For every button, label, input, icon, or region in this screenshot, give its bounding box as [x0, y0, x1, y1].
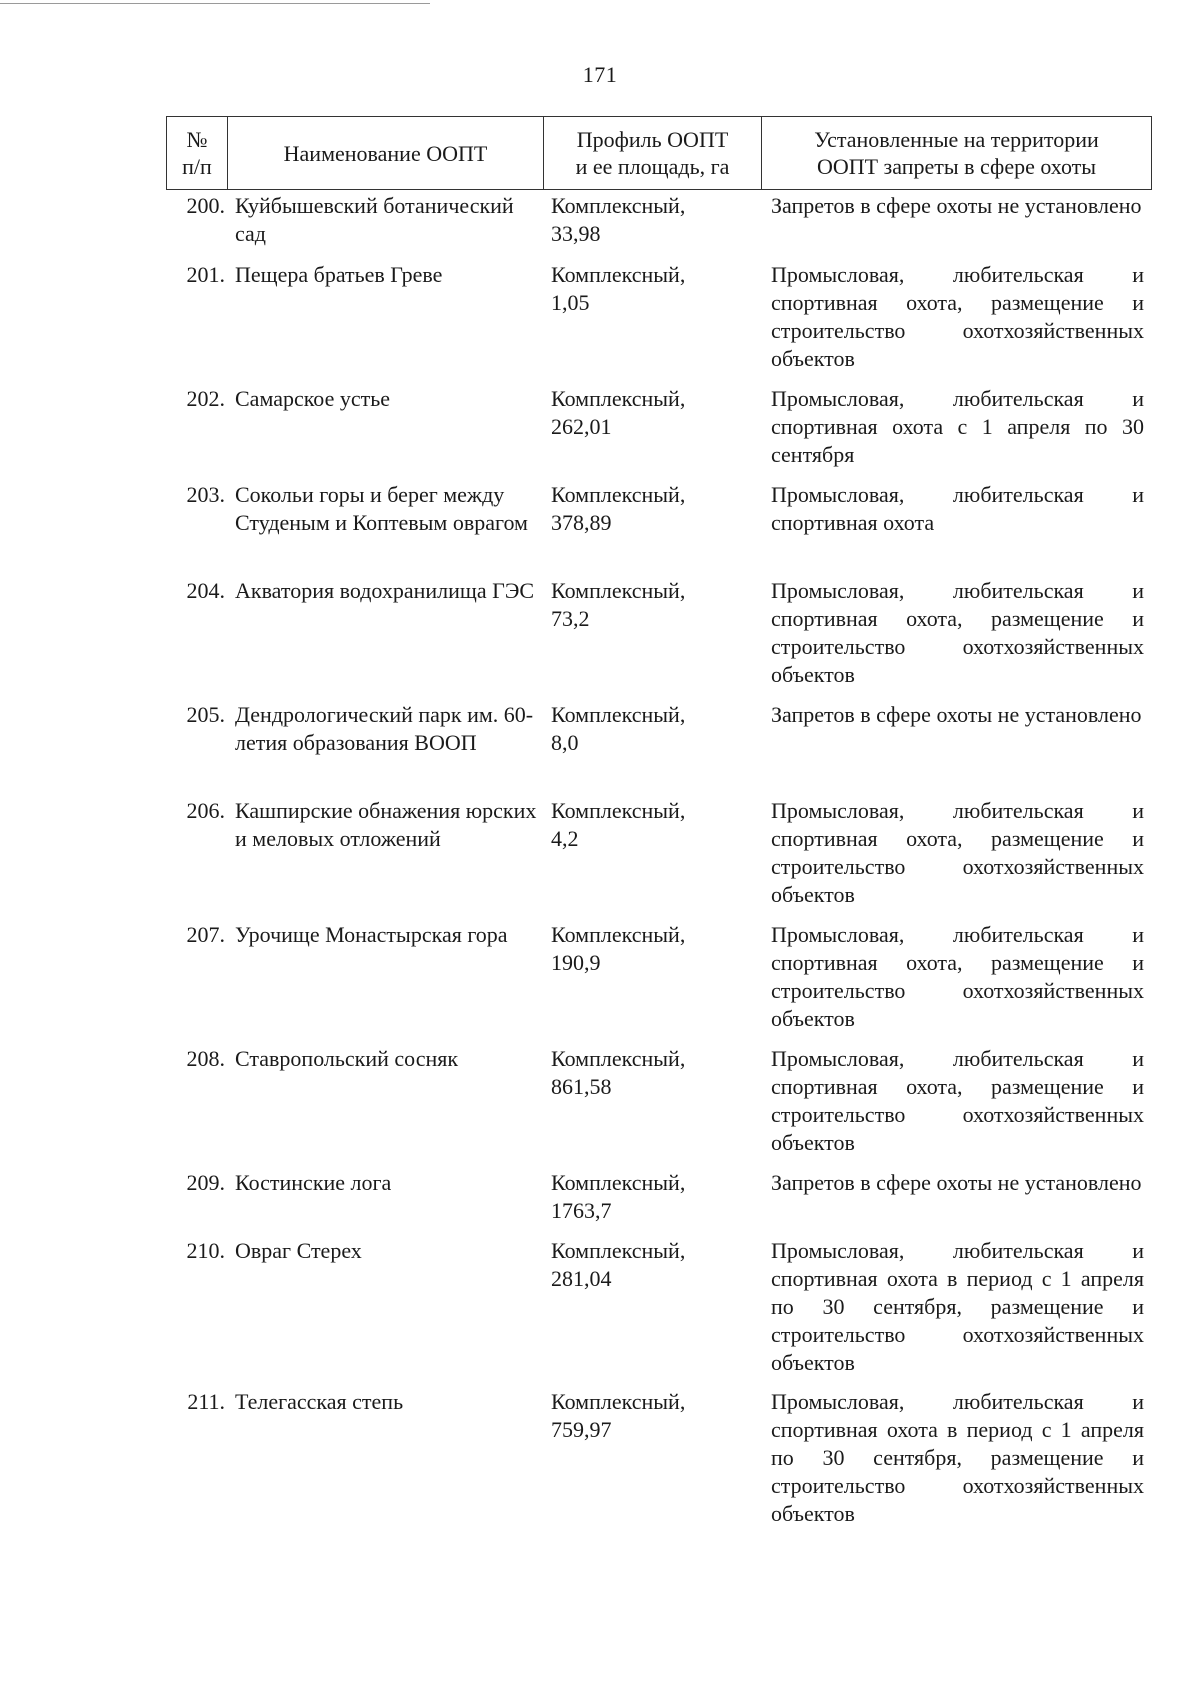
table-row — [166, 797, 1152, 921]
row-number: 201. — [186, 262, 225, 287]
table-row — [166, 192, 1152, 261]
row-bans: Промысловая, любительская и спортивная охота, размещение и строительство охотхозяйственных объектов — [771, 1046, 1144, 1155]
header-bans: Установленные на территории ООПТ запреты в сфере охоты — [761, 117, 1152, 189]
row-profile: Комплексный, 378,89 — [551, 482, 686, 535]
row-bans: Запретов в сфере охоты не установлено — [771, 702, 1142, 727]
top-scan-rule — [0, 3, 430, 4]
row-bans: Промысловая, любительская и спортивная охота в период с 1 апреля по 30 сентября, размещение и строительство охотхозяйственных объектов — [771, 1238, 1144, 1375]
row-bans: Промысловая, любительская и спортивная охота, размещение и строительство охотхозяйственных объектов — [771, 578, 1144, 687]
row-name: Ставропольский сосняк — [235, 1046, 459, 1071]
row-name: Телегасская степь — [235, 1389, 404, 1414]
table-row — [166, 921, 1152, 1045]
row-name: Дендрологический парк им. 60-летия образования ВООП — [235, 702, 534, 755]
row-profile: Комплексный, 1,05 — [551, 262, 686, 315]
row-profile: Комплексный, 73,2 — [551, 578, 686, 631]
row-name: Самарское устье — [235, 386, 391, 411]
table-row — [166, 1169, 1152, 1237]
row-profile: Комплексный, 33,98 — [551, 193, 686, 246]
row-number: 209. — [186, 1170, 225, 1195]
row-number: 211. — [187, 1389, 225, 1414]
table-header — [166, 116, 1152, 190]
page-number: 171 — [582, 62, 618, 87]
row-number: 203. — [186, 482, 225, 507]
row-name: Овраг Стерех — [235, 1238, 362, 1263]
table-row — [166, 1045, 1152, 1169]
row-name: Акватория водохранилища ГЭС — [235, 578, 535, 603]
row-profile: Комплексный, 4,2 — [551, 798, 686, 851]
row-number: 207. — [186, 922, 225, 947]
row-number: 206. — [186, 798, 225, 823]
row-profile: Комплексный, 281,04 — [551, 1238, 686, 1291]
table-row — [166, 481, 1152, 577]
table-row — [166, 701, 1152, 797]
row-name: Урочище Монастырская гора — [235, 922, 508, 947]
row-profile: Комплексный, 262,01 — [551, 386, 686, 439]
row-number: 200. — [186, 193, 225, 218]
row-name: Куйбышевский ботанический сад — [235, 193, 514, 246]
table-row — [166, 385, 1152, 481]
table-row — [166, 1237, 1152, 1388]
row-name: Кашпирские обнажения юрских и меловых отложений — [235, 798, 537, 851]
row-bans: Промысловая, любительская и спортивная охота в период с 1 апреля по 30 сентября, размещение и строительство охотхозяйственных объектов — [771, 1389, 1144, 1526]
row-bans: Промысловая, любительская и спортивная охота, размещение и строительство охотхозяйственных объектов — [771, 798, 1144, 907]
row-profile: Комплексный, 861,58 — [551, 1046, 686, 1099]
row-number: 208. — [186, 1046, 225, 1071]
row-bans: Запретов в сфере охоты не установлено — [771, 1170, 1142, 1195]
row-bans: Промысловая, любительская и спортивная охота, размещение и строительство охотхозяйственных объектов — [771, 922, 1144, 1031]
row-bans: Промысловая, любительская и спортивная охота с 1 апреля по 30 сентября — [771, 386, 1144, 467]
row-profile: Комплексный, 759,97 — [551, 1389, 686, 1442]
row-bans: Промысловая, любительская и спортивная охота — [771, 482, 1144, 535]
table-row — [166, 261, 1152, 385]
table-body — [166, 192, 1152, 1538]
table-row — [166, 1388, 1152, 1538]
header-name: Наименование ООПТ — [227, 117, 543, 189]
row-name: Костинские лога — [235, 1170, 392, 1195]
row-name: Пещера братьев Греве — [235, 262, 443, 287]
row-number: 205. — [186, 702, 225, 727]
row-number: 202. — [186, 386, 225, 411]
row-profile: Комплексный, 190,9 — [551, 922, 686, 975]
header-profile: Профиль ООПТ и ее площадь, га — [543, 117, 761, 189]
table-row — [166, 577, 1152, 701]
row-number: 210. — [186, 1238, 225, 1263]
row-bans: Промысловая, любительская и спортивная охота, размещение и строительство охотхозяйственных объектов — [771, 262, 1144, 371]
row-bans: Запретов в сфере охоты не установлено — [771, 193, 1142, 218]
header-number: № п/п — [166, 117, 227, 189]
row-profile: Комплексный, 8,0 — [551, 702, 686, 755]
row-number: 204. — [186, 578, 225, 603]
row-name: Сокольи горы и берег между Студеным и Коптевым оврагом — [235, 482, 528, 535]
row-profile: Комплексный, 1763,7 — [551, 1170, 686, 1223]
